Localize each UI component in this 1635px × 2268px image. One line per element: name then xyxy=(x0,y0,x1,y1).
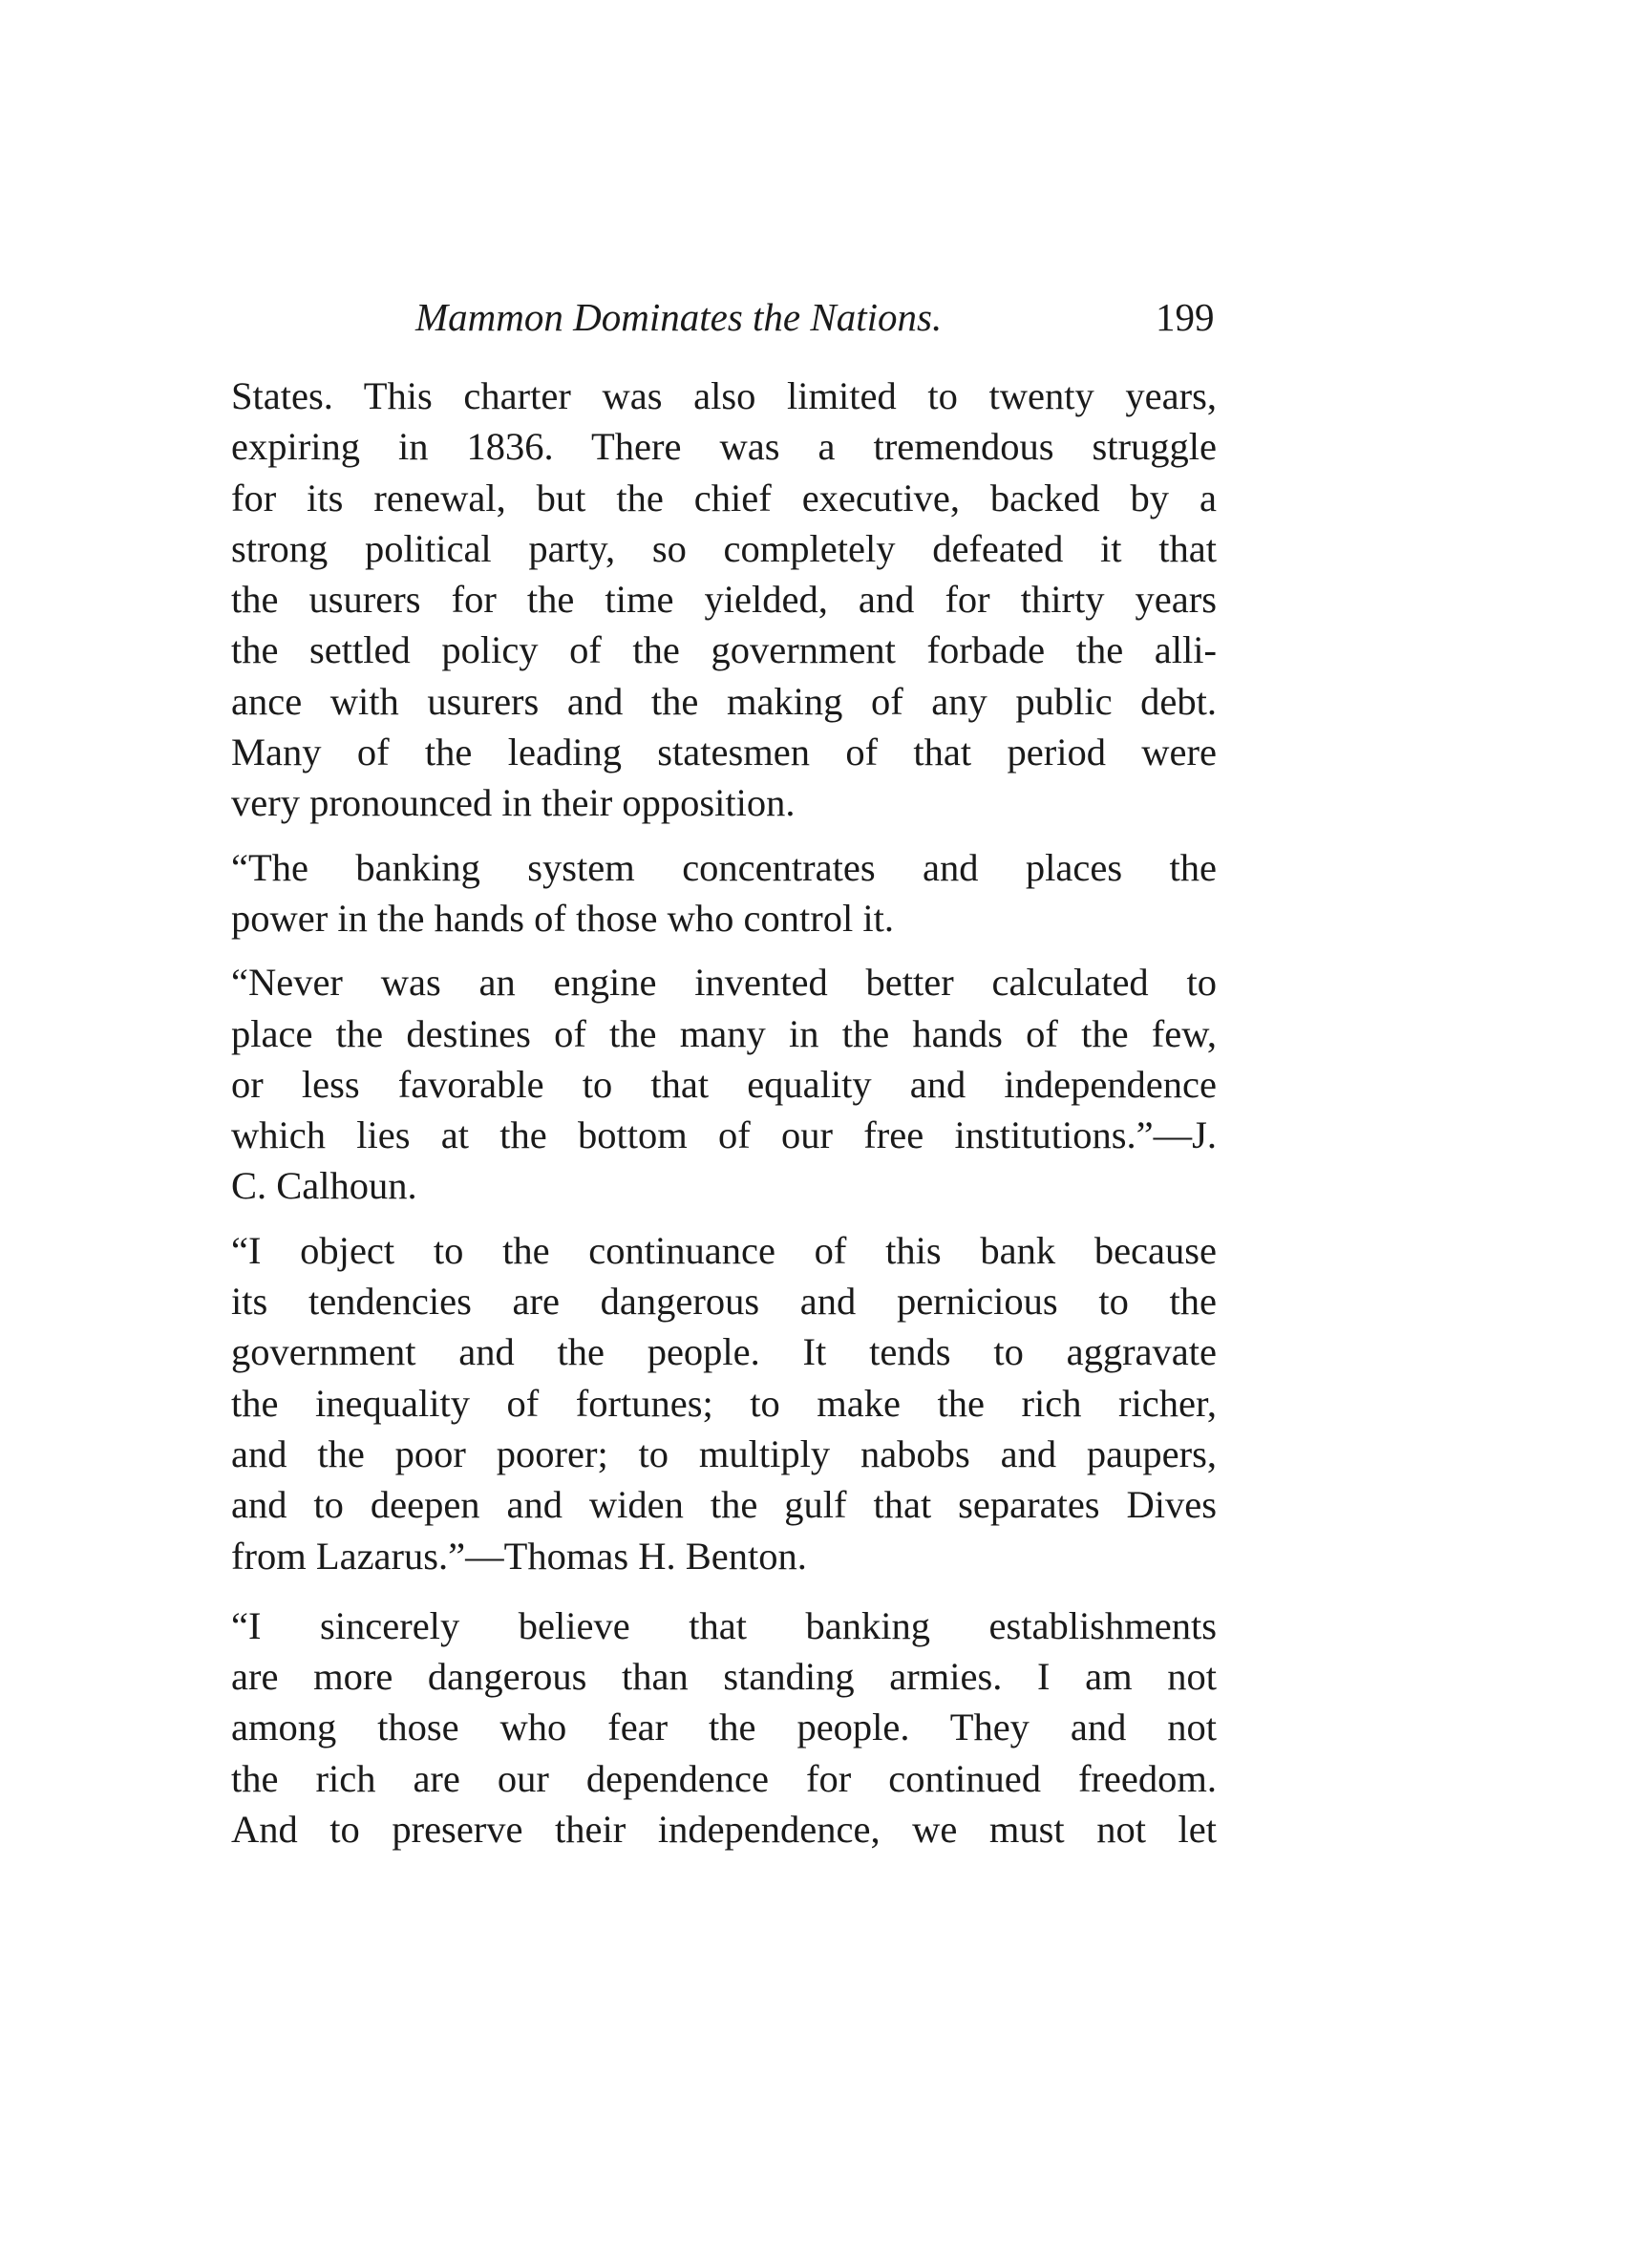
text-line: from Lazarus.”—Thomas H. Benton. xyxy=(231,1534,807,1578)
text-line: government and the people. It tends to aggravate xyxy=(231,1330,1217,1374)
text-line: among those who fear the people. They and not xyxy=(231,1706,1217,1749)
text-line: the inequality of fortunes; to make the rich richer, xyxy=(231,1381,1217,1425)
text-line: its tendencies are dangerous and pernicious to the xyxy=(231,1280,1217,1324)
text-line: and to deepen and widen the gulf that separates Dives xyxy=(231,1483,1217,1527)
text-line: ance with usurers and the making of any public debt. xyxy=(231,679,1217,723)
text-line: the usurers for the time yielded, and for thirty years xyxy=(231,578,1217,622)
body-text xyxy=(231,371,1217,1855)
text-line: very pronounced in their opposition. xyxy=(231,781,796,825)
text-line: or less favorable to that equality and independence xyxy=(231,1062,1217,1106)
text-line: “Never was an engine invented better calculated to xyxy=(231,961,1217,1005)
text-line: and the poor poorer; to multiply nabobs and paupers, xyxy=(231,1431,1217,1475)
text-line: “The banking system concentrates and places the xyxy=(231,845,1217,889)
running-title: Mammon Dominates the Nations. xyxy=(415,295,943,339)
text-line: “I sincerely believe that banking establishments xyxy=(231,1603,1217,1647)
text-line: which lies at the bottom of our free institutions.”—J. xyxy=(231,1113,1217,1157)
text-line: the rich are our dependence for continued freedom. xyxy=(231,1756,1217,1800)
text-line: are more dangerous than standing armies. I am not xyxy=(231,1655,1217,1699)
text-line: power in the hands of those who control it. xyxy=(231,896,894,940)
text-line: place the destines of the many in the hands of the few, xyxy=(231,1011,1217,1055)
text-line: expiring in 1836. There was a tremendous struggle xyxy=(231,425,1217,469)
text-line: the settled policy of the government forbade the alli- xyxy=(231,628,1217,672)
text-line: States. This charter was also limited to twenty years, xyxy=(231,374,1217,417)
text-line: C. Calhoun. xyxy=(231,1164,417,1208)
text-line: And to preserve their independence, we must not let xyxy=(231,1808,1217,1852)
text-line: strong political party, so completely defeated it that xyxy=(231,526,1217,570)
text-line: “I object to the continuance of this bank because xyxy=(231,1228,1217,1272)
paragraph-quote-calhoun xyxy=(231,957,1217,1211)
page-number: 199 xyxy=(1156,295,1215,339)
paragraph-quote-standing-armies xyxy=(231,1600,1217,1855)
paragraph-charter xyxy=(231,371,1217,829)
running-head xyxy=(0,288,1635,346)
paragraph-quote-benton xyxy=(231,1225,1217,1581)
text-line: for its renewal, but the chief executive, backed by a xyxy=(231,476,1217,519)
text-line: Many of the leading statesmen of that period were xyxy=(231,731,1217,774)
paragraph-quote-banking-system xyxy=(231,842,1217,944)
